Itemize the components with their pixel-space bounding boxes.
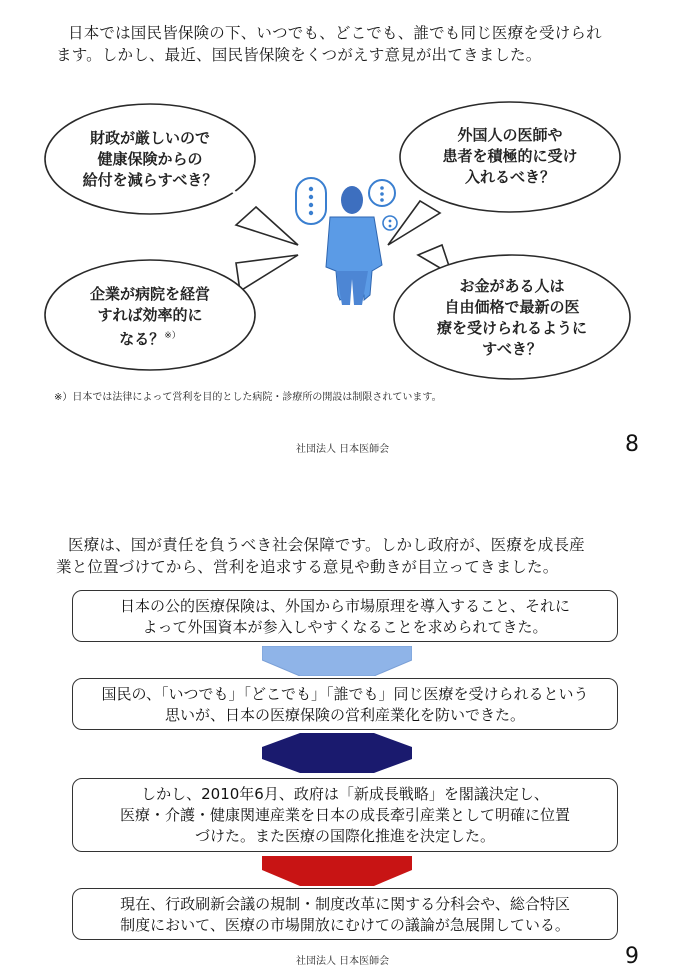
flow-box-3-line-3: づけた。また医療の国際化推進を決定した。 — [194, 827, 495, 845]
page8-intro-line-2: ます。しかし、最近、国民皆保険をくつがえす意見が出てきました。 — [56, 46, 542, 64]
flow-box-3-line-1: しかし、2010年6月、政府は「新成長戦略」を閣議決定し、 — [141, 785, 549, 803]
bubble-bottom-right-line-3: 療を受けられるように — [436, 319, 587, 337]
page8-footnote: ※）日本では法律によって営利を目的とした病院・診療所の開設は制限されています。 — [54, 392, 442, 403]
flow-box-1 — [72, 590, 618, 642]
flow-box-3 — [72, 778, 618, 852]
page9-intro-line-2: 業と位置づけてから、営利を追求する意見や動きが目立ってきました。 — [56, 558, 559, 576]
footnote-mark: ※） — [164, 331, 181, 341]
bubble-bottom-left-line-3-text: なる？ — [119, 330, 165, 348]
bubble-top-left-line-2: 健康保険からの — [97, 150, 203, 168]
flow-box-2 — [72, 678, 618, 730]
flow-box-1-line-1: 日本の公的医療保険は、外国から市場原理を導入すること、それに — [119, 597, 570, 615]
double-arrow-navy — [262, 733, 412, 773]
flow-box-4 — [72, 888, 618, 940]
flow-box-4-line-2: 制度において、医療の市場開放にむけての議論が急展開している。 — [120, 916, 570, 934]
flow-box-2-line-1: 国民の、「いつでも」「どこでも」「誰でも」同じ医療を受けられるという — [101, 685, 589, 703]
bubble-text-top-left — [50, 128, 250, 191]
page8-intro — [56, 22, 656, 66]
bubble-top-right-line-1: 外国人の医師や — [457, 126, 563, 144]
bubble-top-left-line-3: 給付を減らすべき？ — [82, 171, 218, 189]
page9-footer-org: 社団法人 日本医師会 — [296, 956, 390, 967]
page9-intro — [56, 534, 656, 578]
page9-intro-line-1: 医療は、国が責任を負うべき社会保障です。しかし政府が、医療を成長産 — [68, 536, 585, 554]
bubble-text-bottom-right — [400, 276, 624, 360]
bubble-bottom-left-line-2: すれば効率的に — [97, 306, 203, 324]
bubble-bottom-right-line-2: 自由価格で最新の医 — [444, 298, 580, 316]
page8-number: 8 — [625, 432, 639, 457]
flow-box-2-line-2: 思いが、日本の医療保険の営利産業化を防いできた。 — [164, 706, 525, 724]
flow-box-1-line-2: よって外国資本が参入しやすくなることを求められてきた。 — [142, 618, 548, 636]
flow-box-4-line-1: 現在、行政刷新会議の規制・制度改革に関する分科会や、総合特区 — [120, 895, 570, 913]
bubble-bottom-left-line-1: 企業が病院を経営 — [89, 285, 210, 303]
page9-number: 9 — [625, 944, 639, 969]
bubble-bottom-right-line-1: お金がある人は — [459, 277, 565, 295]
bubble-bottom-left-line-3 — [50, 326, 250, 350]
bubble-text-bottom-left — [50, 284, 250, 350]
bubble-bottom-right-line-4: すべき？ — [482, 340, 542, 358]
bubble-top-left-line-1: 財政が厳しいので — [89, 129, 210, 147]
flow-box-3-line-2: 医療・介護・健康関連産業を日本の成長牽引産業として明確に位置 — [119, 806, 570, 824]
bubble-text-top-right — [412, 125, 608, 188]
page8-intro-line-1: 日本では国民皆保険の下、いつでも、どこでも、誰でも同じ医療を受けられ — [68, 24, 602, 42]
bubble-top-right-line-2: 患者を積極的に受け — [442, 147, 578, 165]
down-arrow-red — [262, 856, 412, 886]
down-arrow-light-blue — [262, 646, 412, 676]
page8-footer-org: 社団法人 日本医師会 — [296, 444, 390, 455]
bubble-top-right-line-3: 入れるべき？ — [464, 168, 555, 186]
